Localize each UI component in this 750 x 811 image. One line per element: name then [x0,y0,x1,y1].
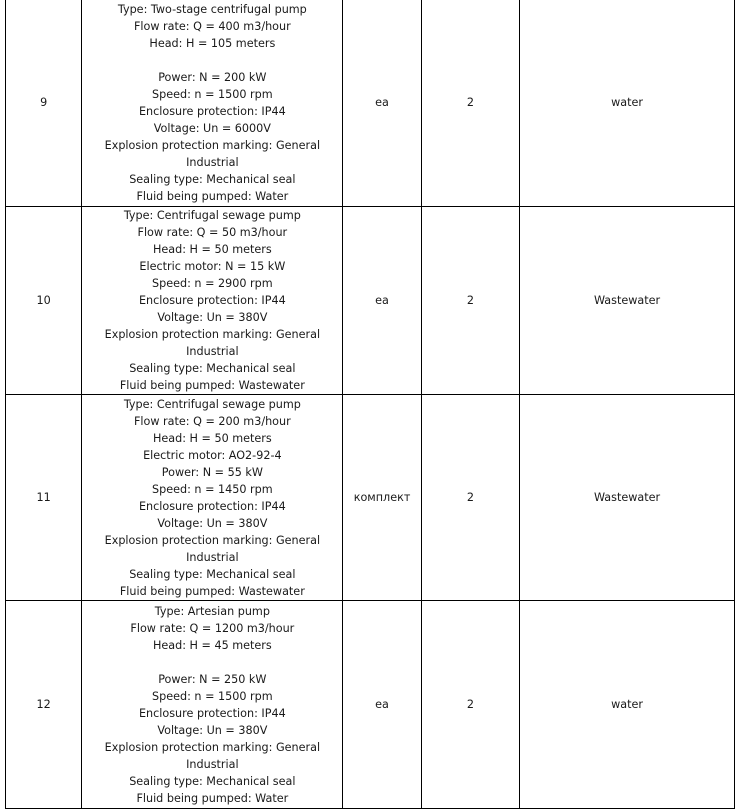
description-line: Enclosure protection: IP44 [138,294,286,307]
description-line: Explosion protection marking: General [104,533,321,547]
description-cell [82,207,343,395]
description-line: Sealing type: Mechanical seal [129,172,296,186]
description-line: Speed: n = 1500 rpm [152,87,273,101]
description-line: Enclosure protection: IP44 [138,499,286,513]
description-line: Electric motor: AO2-92-4 [143,448,282,462]
description-line: Enclosure protection: IP44 [138,706,286,720]
description-line: Voltage: Un = 380V [157,311,268,324]
description-line: Explosion protection marking: General [104,138,321,152]
description-line: Enclosure protection: IP44 [138,104,286,118]
description-line: Head: H = 105 meters [149,36,276,50]
description-line: Fluid being pumped: Wastewater [119,584,305,598]
description-line: Voltage: Un = 380V [157,516,268,530]
description-line: Head: H = 50 meters [152,243,272,256]
description-line: Flow rate: Q = 400 m3/hour [133,19,291,33]
quantity-cell: 2 [421,0,519,207]
description-cell [82,395,343,601]
description-line: Industrial [186,155,239,169]
note-cell: water [520,0,735,207]
description-line: Explosion protection marking: General [104,328,321,341]
description-line: Power: N = 250 kW [158,672,267,686]
description-line: Industrial [186,550,239,564]
description-line: Flow rate: Q = 200 m3/hour [133,414,291,428]
description-line: Power: N = 55 kW [161,465,263,479]
unit-cell: комплект [343,395,421,601]
quantity-cell: 2 [421,395,519,601]
description-line: Electric motor: N = 15 kW [139,260,286,273]
unit-cell: ea [343,207,421,395]
note-cell: Wastewater [520,207,735,395]
item-number-cell: 11 [6,395,82,601]
description-line: Power: N = 200 kW [158,70,267,84]
description-line: Speed: n = 1450 rpm [152,482,273,496]
quantity-cell: 2 [421,601,519,809]
item-number-cell: 9 [6,0,82,207]
unit-cell: ea [343,601,421,809]
table-row [6,601,735,809]
table-row [6,207,735,395]
item-number-cell: 10 [6,207,82,395]
description-line: Type: Two-stage centrifugal pump [117,2,307,16]
note-cell: water [520,601,735,809]
description-line: Type: Centrifugal sewage pump [123,209,301,222]
description-line: Flow rate: Q = 1200 m3/hour [130,621,295,635]
description-line: Voltage: Un = 380V [157,723,268,737]
description-line: Flow rate: Q = 50 m3/hour [137,226,288,239]
quantity-cell: 2 [421,207,519,395]
description-cell [82,601,343,809]
description-line: Industrial [186,345,239,358]
description-line: Voltage: Un = 6000V [153,121,271,135]
description-line: Fluid being pumped: Water [136,189,289,203]
item-number-cell: 12 [6,601,82,809]
description-blank-line [82,654,342,671]
description-line: Head: H = 45 meters [152,638,272,652]
description-blank-line [82,52,342,69]
description-cell [82,0,343,207]
table-row [6,395,735,601]
description-line: Head: H = 50 meters [152,431,272,445]
description-line: Fluid being pumped: Water [136,791,289,805]
description-line: Sealing type: Mechanical seal [129,567,296,581]
description-line: Type: Artesian pump [154,604,270,618]
table-row [6,0,735,207]
equipment-spec-table [5,0,735,809]
description-line: Explosion protection marking: General [104,740,321,754]
unit-cell: ea [343,0,421,207]
description-line: Sealing type: Mechanical seal [129,362,296,375]
description-line: Speed: n = 1500 rpm [152,689,273,703]
description-line: Speed: n = 2900 rpm [152,277,273,290]
description-line: Industrial [186,757,239,771]
description-line: Type: Centrifugal sewage pump [123,397,301,411]
description-line: Sealing type: Mechanical seal [129,774,296,788]
description-line: Fluid being pumped: Wastewater [119,379,305,392]
note-cell: Wastewater [520,395,735,601]
